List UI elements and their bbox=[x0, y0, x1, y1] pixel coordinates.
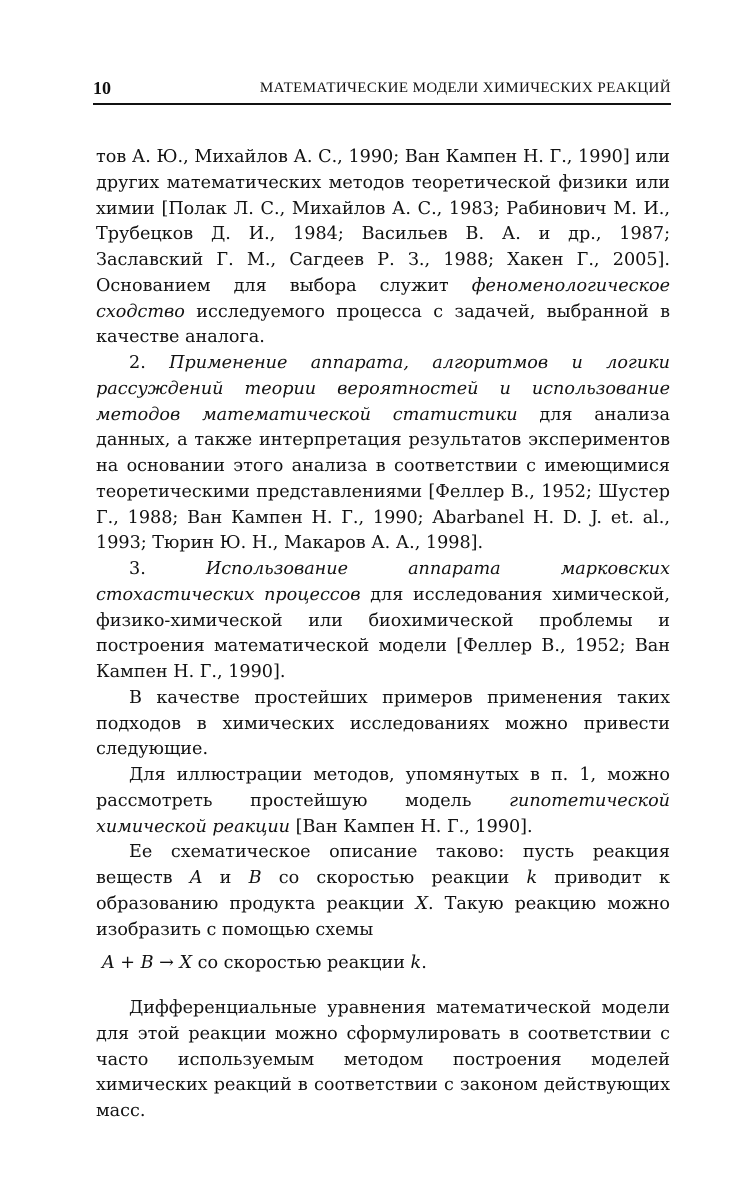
page-header bbox=[93, 74, 671, 102]
paragraph-6: Ее схематическое описание таково: пусть реакция веществ A и B со скоростью реакции k приводит к образованию продукта реакции X. Такую реакцию можно изобразить с помощью схемы bbox=[96, 842, 671, 940]
formula-rate: k bbox=[410, 953, 422, 974]
variable-b: B bbox=[248, 868, 262, 888]
paragraph-7: Дифференциальные уравнения математической модели для этой реакции можно сформулировать в соответствии с часто используемым методом построения моделей химических реакций в соответствии с законом действующих масс. bbox=[96, 998, 670, 1121]
variable-a: A bbox=[189, 868, 203, 888]
paragraph-1: тов А. Ю., Михайлов А. С., 1990; Ван Кампен Н. Г., 1990] или других математических методов теоретической физики или химии [Полак Л. С., Михайлов А. С., 1983; Рабинович М. И., Трубецков Д. И., 1984; Васильев В. А. и др., 1987; Заславский Г. М., Сагдеев Р. З., 1988; Хакен Г., 2005]. Основанием для выбора служит феноменологическое сходство исследуемого процесса с задачей, выбранной в качестве аналога. bbox=[96, 147, 670, 348]
emphasis: феноменологическое сходство bbox=[96, 275, 670, 322]
paragraph-3: 3. Использование аппарата марковских стохастических процессов для исследования химической, физико-химической или биохимической проблемы и построения математической модели [Феллер В., 1952; Ван Кампен Н. Г., 1990]. bbox=[96, 559, 670, 682]
header-rule bbox=[93, 103, 671, 105]
running-title: МАТЕМАТИЧЕСКИЕ МОДЕЛИ ХИМИЧЕСКИХ РЕАКЦИЙ bbox=[259, 80, 671, 96]
page-number: 10 bbox=[93, 78, 111, 98]
emphasis: Использование аппарата марковских стохастических процессов bbox=[96, 559, 670, 605]
paragraph-4: В качестве простейших примеров применения таких подходов в химических исследованиях можно привести следующие. bbox=[96, 687, 670, 760]
formula-expression: A + B → X bbox=[102, 953, 193, 974]
paragraph-2: 2. Применение аппарата, алгоритмов и логики рассуждений теории вероятностей и использование методов математической статистики для анализа данных, а также интерпретация результатов экспериментов на основании этого анализа в соответствии с имеющимися теоретическими представлениями [Феллер В., 1952; Шустер Г., 1988; Ван Кампен Н. Г., 1990; Abarbanel H. D. J. et. al., 1993; Тюрин Ю. Н., Макаров А. А., 1998]. bbox=[96, 353, 670, 554]
page-body bbox=[96, 145, 670, 1125]
emphasis: гипотетической химической реакции bbox=[96, 790, 670, 837]
paragraph-5: Для иллюстрации методов, упомянутых в п. 1, можно рассмотреть простейшую модель гипотетической химической реакции [Ван Кампен Н. Г., 1990]. bbox=[96, 765, 670, 837]
reaction-formula: A + B → X со скоростью реакции k. bbox=[102, 953, 427, 974]
variable-k: k bbox=[526, 868, 538, 888]
variable-x: X bbox=[415, 893, 428, 914]
emphasis: Применение аппарата, алгоритмов и логики рассуждений теории вероятностей и использование методов математической статистики bbox=[96, 353, 670, 425]
